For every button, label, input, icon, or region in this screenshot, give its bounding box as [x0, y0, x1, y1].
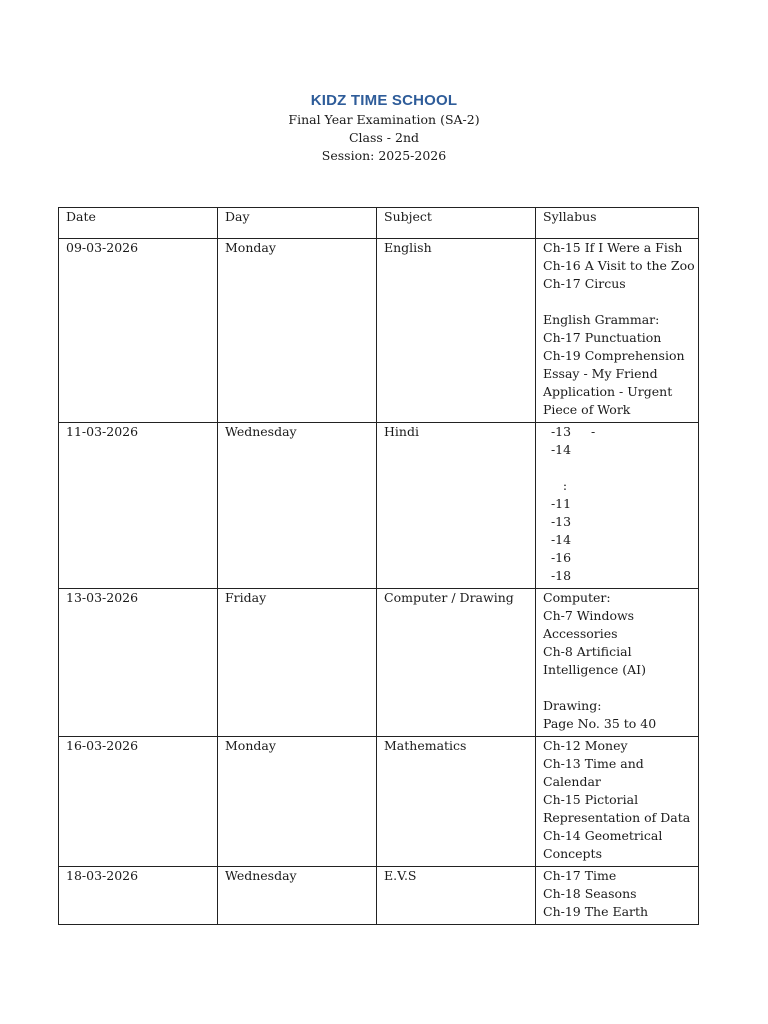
- subject-cell: Hindi: [377, 423, 536, 589]
- syllabus-line: Representation of Data: [543, 810, 691, 825]
- syllabus-line: [543, 459, 692, 477]
- class-line: Class - 2nd: [348, 130, 420, 145]
- table-row: [59, 867, 699, 925]
- syllabus-line: Ch-17 Time: [543, 868, 617, 883]
- day-cell: Friday: [218, 589, 377, 737]
- school-name: KIDZ TIME SCHOOL: [310, 92, 458, 109]
- column-header-day: Day: [218, 208, 377, 239]
- table-row: [59, 239, 699, 423]
- syllabus-cell: [536, 239, 699, 423]
- syllabus-line: Drawing:: [543, 698, 602, 713]
- syllabus-line: -16: [543, 550, 572, 565]
- syllabus-line: -13 -: [543, 424, 596, 439]
- syllabus-line: Essay - My Friend: [543, 366, 658, 381]
- document-header: [0, 91, 768, 165]
- session-line: Session: 2025-2026: [321, 148, 447, 163]
- syllabus-line: Ch-17 Circus: [543, 276, 626, 291]
- syllabus-line: -18: [543, 568, 572, 583]
- day-cell: Monday: [218, 737, 377, 867]
- table-row: [59, 423, 699, 589]
- date-cell: 11-03-2026: [59, 423, 218, 589]
- date-cell: 16-03-2026: [59, 737, 218, 867]
- syllabus-line: Piece of Work: [543, 402, 631, 417]
- syllabus-line: Ch-8 Artificial: [543, 644, 632, 659]
- column-header-subject: Subject: [377, 208, 536, 239]
- exam-schedule-table: [58, 207, 699, 925]
- syllabus-line: Ch-19 The Earth: [543, 904, 649, 919]
- syllabus-line: Ch-18 Seasons: [543, 886, 637, 901]
- syllabus-line: Computer:: [543, 590, 611, 605]
- table-row: [59, 737, 699, 867]
- column-header-date: Date: [59, 208, 218, 239]
- syllabus-line: Ch-14 Geometrical: [543, 828, 663, 843]
- date-cell: 18-03-2026: [59, 867, 218, 925]
- date-cell: 13-03-2026: [59, 589, 218, 737]
- day-cell: Wednesday: [218, 867, 377, 925]
- syllabus-line: Ch-15 If I Were a Fish: [543, 240, 683, 255]
- syllabus-line: Page No. 35 to 40: [543, 716, 657, 731]
- syllabus-line: Intelligence (AI): [543, 662, 646, 677]
- syllabus-cell: [536, 737, 699, 867]
- subject-cell: E.V.S: [377, 867, 536, 925]
- syllabus-line: Ch-13 Time and: [543, 756, 644, 771]
- syllabus-line: Ch-12 Money: [543, 738, 628, 753]
- syllabus-line: English Grammar:: [543, 312, 660, 327]
- syllabus-line: -14: [543, 532, 572, 547]
- syllabus-line: Ch-17 Punctuation: [543, 330, 662, 345]
- syllabus-line: [543, 679, 692, 697]
- syllabus-line: :: [543, 478, 568, 493]
- syllabus-line: Calendar: [543, 774, 601, 789]
- day-cell: Monday: [218, 239, 377, 423]
- syllabus-line: [543, 293, 692, 311]
- table-row: [59, 589, 699, 737]
- exam-title: Final Year Examination (SA-2): [288, 112, 480, 127]
- syllabus-line: Concepts: [543, 846, 602, 861]
- syllabus-line: -11: [543, 496, 572, 511]
- syllabus-line: -14: [543, 442, 572, 457]
- syllabus-cell: [536, 423, 699, 589]
- syllabus-line: Ch-7 Windows: [543, 608, 635, 623]
- subject-cell: English: [377, 239, 536, 423]
- syllabus-line: Ch-19 Comprehension: [543, 348, 685, 363]
- column-header-syllabus: Syllabus: [536, 208, 699, 239]
- syllabus-line: Ch-15 Pictorial: [543, 792, 639, 807]
- subject-cell: Mathematics: [377, 737, 536, 867]
- syllabus-cell: [536, 867, 699, 925]
- subject-cell: Computer / Drawing: [377, 589, 536, 737]
- syllabus-cell: [536, 589, 699, 737]
- syllabus-line: Accessories: [543, 626, 618, 641]
- syllabus-line: Application - Urgent: [543, 384, 673, 399]
- day-cell: Wednesday: [218, 423, 377, 589]
- syllabus-line: -13: [543, 514, 572, 529]
- syllabus-line: Ch-16 A Visit to the Zoo: [543, 258, 695, 273]
- date-cell: 09-03-2026: [59, 239, 218, 423]
- table-header-row: [59, 208, 699, 239]
